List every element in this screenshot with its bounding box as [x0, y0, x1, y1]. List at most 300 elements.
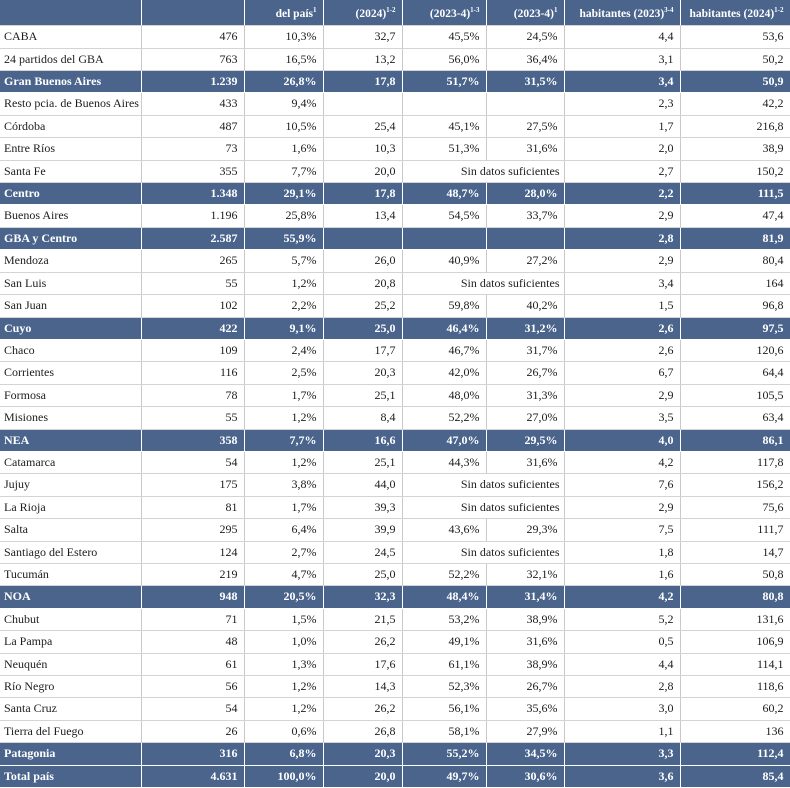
table-cell: 25,0	[323, 317, 402, 339]
table-cell: 75,6	[680, 496, 790, 518]
row-label: NOA	[0, 586, 141, 608]
table-row	[0, 339, 790, 361]
row-label: Mendoza	[0, 250, 141, 272]
table-cell: 48	[141, 631, 244, 653]
table-cell: 27,0%	[486, 407, 564, 429]
table-row	[0, 541, 790, 563]
table-row	[0, 115, 790, 137]
table-cell	[486, 227, 564, 249]
table-cell: 26,8%	[244, 71, 323, 93]
column-header-4	[402, 0, 486, 26]
table-cell: 1,6%	[244, 138, 323, 160]
table-row	[0, 653, 790, 675]
table-cell: 3,1	[564, 48, 680, 70]
row-label: San Juan	[0, 295, 141, 317]
row-label: Santa Fe	[0, 160, 141, 182]
table-cell: 219	[141, 563, 244, 585]
table-cell: 1,7%	[244, 496, 323, 518]
table-cell: 3,4	[564, 71, 680, 93]
table-cell: 38,9	[680, 138, 790, 160]
column-header-3	[323, 0, 402, 26]
table-cell: 0,6%	[244, 720, 323, 742]
table-cell: 5,2	[564, 608, 680, 630]
table-row	[0, 160, 790, 182]
table-cell: 51,3%	[402, 138, 486, 160]
table-cell: 118,6	[680, 676, 790, 698]
table-cell: 763	[141, 48, 244, 70]
table-cell: 20,8	[323, 272, 402, 294]
table-cell: 59,8%	[402, 295, 486, 317]
table-cell: 53,2%	[402, 608, 486, 630]
table-row	[0, 631, 790, 653]
column-header-6	[564, 0, 680, 26]
table-cell: 56,0%	[402, 48, 486, 70]
row-label: Río Negro	[0, 676, 141, 698]
table-cell: 2,2%	[244, 295, 323, 317]
row-label: Formosa	[0, 384, 141, 406]
table-cell: 2,8	[564, 227, 680, 249]
table-cell: 2,9	[564, 384, 680, 406]
table-cell: 26,7%	[486, 676, 564, 698]
table-cell: 3,6	[564, 765, 680, 787]
table-cell: 1,2%	[244, 272, 323, 294]
table-cell: 2.587	[141, 227, 244, 249]
table-cell: 64,4	[680, 362, 790, 384]
table-cell: 55	[141, 272, 244, 294]
table-cell: 61,1%	[402, 653, 486, 675]
table-cell: 26,0	[323, 250, 402, 272]
row-label: Córdoba	[0, 115, 141, 137]
row-label: Santa Cruz	[0, 698, 141, 720]
table-row	[0, 250, 790, 272]
table-cell: 3,0	[564, 698, 680, 720]
table-cell: 29,1%	[244, 183, 323, 205]
table-cell: 9,1%	[244, 317, 323, 339]
table-cell: 52,2%	[402, 563, 486, 585]
region-total-row	[0, 586, 790, 608]
table-cell: 44,3%	[402, 451, 486, 473]
region-total-row	[0, 71, 790, 93]
table-cell: 16,6	[323, 429, 402, 451]
table-cell: 1,2%	[244, 676, 323, 698]
table-cell: 26,2	[323, 698, 402, 720]
row-label: GBA y Centro	[0, 227, 141, 249]
table-row	[0, 272, 790, 294]
table-cell: 56	[141, 676, 244, 698]
table-cell: 48,7%	[402, 183, 486, 205]
table-cell: 355	[141, 160, 244, 182]
row-label: CABA	[0, 26, 141, 48]
table-cell: 38,9%	[486, 653, 564, 675]
table-cell: 25,4	[323, 115, 402, 137]
table-cell: 112,4	[680, 743, 790, 765]
row-label: NEA	[0, 429, 141, 451]
table-cell: 1,2%	[244, 451, 323, 473]
table-cell: 17,6	[323, 653, 402, 675]
table-cell: 422	[141, 317, 244, 339]
column-header-label: del país	[275, 7, 313, 20]
table-cell: 131,6	[680, 608, 790, 630]
table-cell: 49,1%	[402, 631, 486, 653]
table-cell: 2,2	[564, 183, 680, 205]
no-data-note: Sin datos suficientes	[402, 474, 564, 496]
column-header-note: 1-3	[470, 6, 480, 14]
table-cell: 7,5	[564, 519, 680, 541]
region-total-row	[0, 429, 790, 451]
table-cell: 25,2	[323, 295, 402, 317]
table-cell: 55	[141, 407, 244, 429]
table-cell: 9,4%	[244, 93, 323, 115]
table-cell: 40,2%	[486, 295, 564, 317]
table-cell: 6,7	[564, 362, 680, 384]
table-cell: 106,9	[680, 631, 790, 653]
column-header-0	[0, 0, 141, 26]
table-cell: 4,7%	[244, 563, 323, 585]
table-cell: 2,0	[564, 138, 680, 160]
region-total-row	[0, 183, 790, 205]
region-total-row	[0, 743, 790, 765]
table-cell: 39,9	[323, 519, 402, 541]
table-cell: 2,9	[564, 496, 680, 518]
table-row	[0, 362, 790, 384]
table-cell: 3,4	[564, 272, 680, 294]
no-data-note: Sin datos suficientes	[402, 541, 564, 563]
table-cell: 1,5%	[244, 608, 323, 630]
table-cell: 53,6	[680, 26, 790, 48]
table-cell: 3,3	[564, 743, 680, 765]
table-row	[0, 676, 790, 698]
table-cell: 78	[141, 384, 244, 406]
table-row	[0, 496, 790, 518]
table-cell: 1,5	[564, 295, 680, 317]
table-row	[0, 26, 790, 48]
table-header	[0, 0, 790, 26]
column-header-note: 1	[313, 6, 317, 14]
table-cell: 48,0%	[402, 384, 486, 406]
table-row	[0, 407, 790, 429]
table-row	[0, 295, 790, 317]
table-cell: 20,3	[323, 362, 402, 384]
table-cell: 50,9	[680, 71, 790, 93]
table-cell: 47,4	[680, 205, 790, 227]
table-cell: 10,5%	[244, 115, 323, 137]
table-cell: 30,6%	[486, 765, 564, 787]
row-label: Total país	[0, 765, 141, 787]
table-cell: 20,3	[323, 743, 402, 765]
table-cell: 31,6%	[486, 451, 564, 473]
table-cell: 55,2%	[402, 743, 486, 765]
table-cell: 13,2	[323, 48, 402, 70]
no-data-note: Sin datos suficientes	[402, 496, 564, 518]
no-data-note: Sin datos suficientes	[402, 272, 564, 294]
table-cell: 1,0%	[244, 631, 323, 653]
row-label: La Rioja	[0, 496, 141, 518]
table-cell: 136	[680, 720, 790, 742]
table-cell: 13,4	[323, 205, 402, 227]
table-cell: 55,9%	[244, 227, 323, 249]
table-cell: 54,5%	[402, 205, 486, 227]
table-cell: 50,8	[680, 563, 790, 585]
table-cell: 54	[141, 451, 244, 473]
table-cell: 31,5%	[486, 71, 564, 93]
table-cell: 0,5	[564, 631, 680, 653]
table-cell: 24,5%	[486, 26, 564, 48]
table-cell: 56,1%	[402, 698, 486, 720]
row-label: Entre Ríos	[0, 138, 141, 160]
table-cell: 25,1	[323, 384, 402, 406]
row-label: Misiones	[0, 407, 141, 429]
table-cell: 124	[141, 541, 244, 563]
column-header-label: habitantes (2023)	[579, 7, 665, 20]
row-label: Chaco	[0, 339, 141, 361]
table-row	[0, 720, 790, 742]
table-cell: 31,6%	[486, 138, 564, 160]
table-row	[0, 205, 790, 227]
table-cell: 150,2	[680, 160, 790, 182]
table-cell: 33,7%	[486, 205, 564, 227]
row-label: Buenos Aires	[0, 205, 141, 227]
table-cell: 156,2	[680, 474, 790, 496]
table-cell: 10,3	[323, 138, 402, 160]
region-total-row	[0, 317, 790, 339]
table-cell: 4,4	[564, 26, 680, 48]
column-header-label: (2023-4)	[429, 7, 471, 20]
table-cell: 42,2	[680, 93, 790, 115]
table-cell: 39,3	[323, 496, 402, 518]
table-cell: 1,7%	[244, 384, 323, 406]
table-cell: 80,4	[680, 250, 790, 272]
region-total-row	[0, 765, 790, 787]
table-cell: 47,0%	[402, 429, 486, 451]
column-header-note: 1	[554, 6, 558, 14]
table-cell: 49,7%	[402, 765, 486, 787]
table-cell: 52,2%	[402, 407, 486, 429]
table-cell: 43,6%	[402, 519, 486, 541]
table-cell: 81,9	[680, 227, 790, 249]
table-cell: 26	[141, 720, 244, 742]
table-cell: 31,7%	[486, 339, 564, 361]
row-label: La Pampa	[0, 631, 141, 653]
table-cell: 71	[141, 608, 244, 630]
table-cell: 2,4%	[244, 339, 323, 361]
table-cell: 17,8	[323, 71, 402, 93]
table-cell: 85,4	[680, 765, 790, 787]
table-cell: 44,0	[323, 474, 402, 496]
table-cell: 51,7%	[402, 71, 486, 93]
row-label: Gran Buenos Aires	[0, 71, 141, 93]
table-cell: 114,1	[680, 653, 790, 675]
table-cell: 63,4	[680, 407, 790, 429]
table-cell: 4,2	[564, 586, 680, 608]
row-label: Resto pcia. de Buenos Aires	[0, 93, 141, 115]
table-cell: 38,9%	[486, 608, 564, 630]
table-cell: 117,8	[680, 451, 790, 473]
table-cell: 1.196	[141, 205, 244, 227]
row-label: Catamarca	[0, 451, 141, 473]
table-cell: 1.239	[141, 71, 244, 93]
table-cell: 265	[141, 250, 244, 272]
table-cell: 2,5%	[244, 362, 323, 384]
table-cell: 80,8	[680, 586, 790, 608]
table-cell: 10,3%	[244, 26, 323, 48]
table-cell: 61	[141, 653, 244, 675]
column-header-label: (2023-4)	[513, 7, 554, 20]
no-data-note: Sin datos suficientes	[402, 160, 564, 182]
table-cell: 100,0%	[244, 765, 323, 787]
table-cell	[486, 93, 564, 115]
table-cell: 16,5%	[244, 48, 323, 70]
table-cell: 316	[141, 743, 244, 765]
table-cell: 3,8%	[244, 474, 323, 496]
table-cell: 60,2	[680, 698, 790, 720]
table-cell: 73	[141, 138, 244, 160]
row-label: Jujuy	[0, 474, 141, 496]
table-cell: 31,6%	[486, 631, 564, 653]
table-cell: 40,9%	[402, 250, 486, 272]
table-cell: 31,2%	[486, 317, 564, 339]
table-cell: 4,0	[564, 429, 680, 451]
table-cell: 2,7	[564, 160, 680, 182]
table-cell: 8,4	[323, 407, 402, 429]
table-cell: 46,4%	[402, 317, 486, 339]
row-label: Centro	[0, 183, 141, 205]
row-label: Chubut	[0, 608, 141, 630]
column-header-note: 1-2	[386, 6, 396, 14]
table-cell: 111,7	[680, 519, 790, 541]
table-cell: 81	[141, 496, 244, 518]
table-cell: 24,5	[323, 541, 402, 563]
table-cell: 105,5	[680, 384, 790, 406]
table-cell: 20,0	[323, 160, 402, 182]
table-cell: 116	[141, 362, 244, 384]
table-cell: 50,2	[680, 48, 790, 70]
table-cell: 2,9	[564, 250, 680, 272]
table-cell: 487	[141, 115, 244, 137]
table-cell: 111,5	[680, 183, 790, 205]
table-cell: 1,2%	[244, 407, 323, 429]
table-cell: 7,7%	[244, 160, 323, 182]
table-cell: 2,7%	[244, 541, 323, 563]
table-cell: 45,5%	[402, 26, 486, 48]
table-cell: 7,7%	[244, 429, 323, 451]
table-cell: 3,5	[564, 407, 680, 429]
table-row	[0, 93, 790, 115]
table-cell	[402, 227, 486, 249]
table-cell: 34,5%	[486, 743, 564, 765]
table-cell: 164	[680, 272, 790, 294]
table-cell: 1.348	[141, 183, 244, 205]
table-cell: 175	[141, 474, 244, 496]
table-cell: 86,1	[680, 429, 790, 451]
table-cell: 2,6	[564, 317, 680, 339]
table-cell: 21,5	[323, 608, 402, 630]
table-cell: 32,7	[323, 26, 402, 48]
table-cell: 54	[141, 698, 244, 720]
table-cell: 1,7	[564, 115, 680, 137]
table-cell	[402, 93, 486, 115]
table-cell: 58,1%	[402, 720, 486, 742]
table-cell: 6,8%	[244, 743, 323, 765]
table-cell: 52,3%	[402, 676, 486, 698]
table-cell: 97,5	[680, 317, 790, 339]
table-cell: 14,7	[680, 541, 790, 563]
table-cell: 29,5%	[486, 429, 564, 451]
table-cell: 45,1%	[402, 115, 486, 137]
table-row	[0, 451, 790, 473]
table-cell	[323, 93, 402, 115]
table-row	[0, 138, 790, 160]
table-cell: 26,2	[323, 631, 402, 653]
table-cell: 109	[141, 339, 244, 361]
table-cell: 26,8	[323, 720, 402, 742]
table-cell: 1,3%	[244, 653, 323, 675]
table-cell: 1,6	[564, 563, 680, 585]
table-row	[0, 563, 790, 585]
column-header-note: 1-2	[774, 6, 784, 14]
table-cell: 17,8	[323, 183, 402, 205]
table-cell: 476	[141, 26, 244, 48]
table-cell: 36,4%	[486, 48, 564, 70]
row-label: Salta	[0, 519, 141, 541]
table-cell: 46,7%	[402, 339, 486, 361]
column-header-7	[680, 0, 790, 26]
table-cell: 25,1	[323, 451, 402, 473]
column-header-5	[486, 0, 564, 26]
table-cell: 20,0	[323, 765, 402, 787]
table-cell: 5,7%	[244, 250, 323, 272]
table-cell: 2,9	[564, 205, 680, 227]
table-cell: 48,4%	[402, 586, 486, 608]
column-header-label: habitantes (2024)	[689, 7, 775, 20]
table-row	[0, 384, 790, 406]
table-cell: 2,6	[564, 339, 680, 361]
table-cell: 6,4%	[244, 519, 323, 541]
table-cell: 31,4%	[486, 586, 564, 608]
column-header-2	[244, 0, 323, 26]
table-cell: 1,1	[564, 720, 680, 742]
row-label: 24 partidos del GBA	[0, 48, 141, 70]
table-cell: 28,0%	[486, 183, 564, 205]
table-cell: 1,8	[564, 541, 680, 563]
table-body	[0, 26, 790, 788]
table-cell: 42,0%	[402, 362, 486, 384]
table-row	[0, 474, 790, 496]
row-label: Patagonia	[0, 743, 141, 765]
table-cell: 14,3	[323, 676, 402, 698]
row-label: Tucumán	[0, 563, 141, 585]
table-row	[0, 608, 790, 630]
table-cell: 96,8	[680, 295, 790, 317]
table-cell: 102	[141, 295, 244, 317]
column-header-1	[141, 0, 244, 26]
table-cell: 433	[141, 93, 244, 115]
table-row	[0, 48, 790, 70]
header-row	[0, 0, 790, 26]
table-cell: 295	[141, 519, 244, 541]
row-label: Corrientes	[0, 362, 141, 384]
table-row	[0, 519, 790, 541]
table-cell: 7,6	[564, 474, 680, 496]
table-cell: 32,3	[323, 586, 402, 608]
column-header-label: (2024)	[355, 7, 387, 20]
table-cell: 216,8	[680, 115, 790, 137]
row-label: San Luis	[0, 272, 141, 294]
table-cell: 948	[141, 586, 244, 608]
table-cell: 25,0	[323, 563, 402, 585]
table-cell: 29,3%	[486, 519, 564, 541]
row-label: Neuquén	[0, 653, 141, 675]
table-cell: 27,5%	[486, 115, 564, 137]
